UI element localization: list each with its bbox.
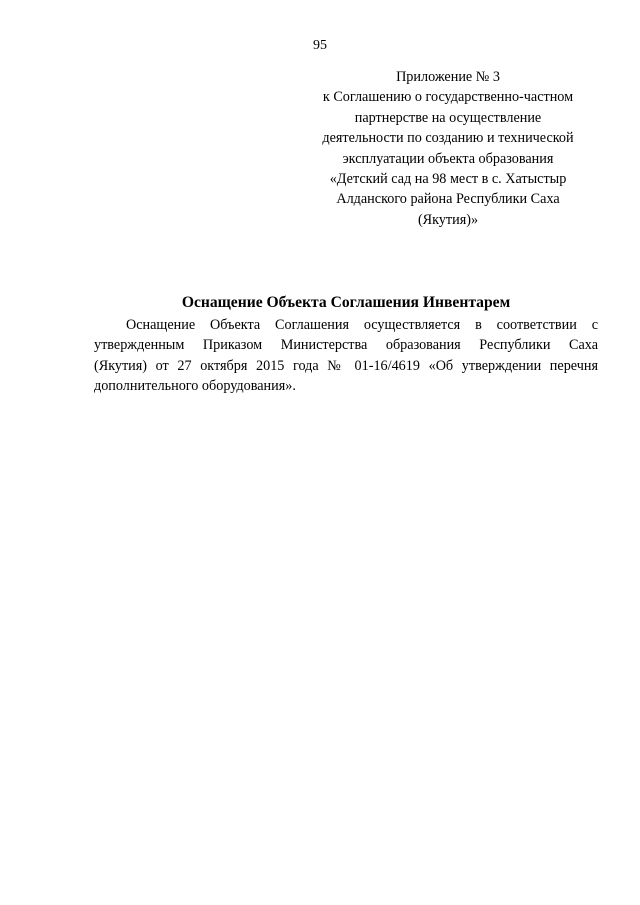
appendix-line: (Якутия)» [417,211,479,228]
appendix-header [298,67,598,230]
section-paragraph [94,315,598,397]
page-number: 95 [313,38,327,53]
paragraph-line: дополнительного оборудования». [94,378,296,395]
appendix-line: Алданского района Республики Саха [336,191,560,208]
appendix-line: Приложение № 3 [396,69,500,85]
appendix-line: эксплуатации объекта образования [342,150,554,167]
appendix-line: «Детский сад на 98 мест в с. Хатыстыр [329,171,567,188]
appendix-line: к Соглашению о государственно-частном [322,89,574,106]
paragraph-line: (Якутия) от 27 октября 2015 года № 01-16/4619 «Об утверждении перечня [94,357,598,374]
paragraph-line: Оснащение Объекта Соглашения осуществляется в соответствии с [126,317,598,333]
paragraph-line: утвержденным Приказом Министерства образования Республики Саха [94,337,598,354]
section-title: Оснащение Объекта Соглашения Инвентарем [181,294,511,311]
appendix-line: деятельности по созданию и технической [322,130,574,147]
appendix-line: партнерстве на осуществление [354,109,542,126]
